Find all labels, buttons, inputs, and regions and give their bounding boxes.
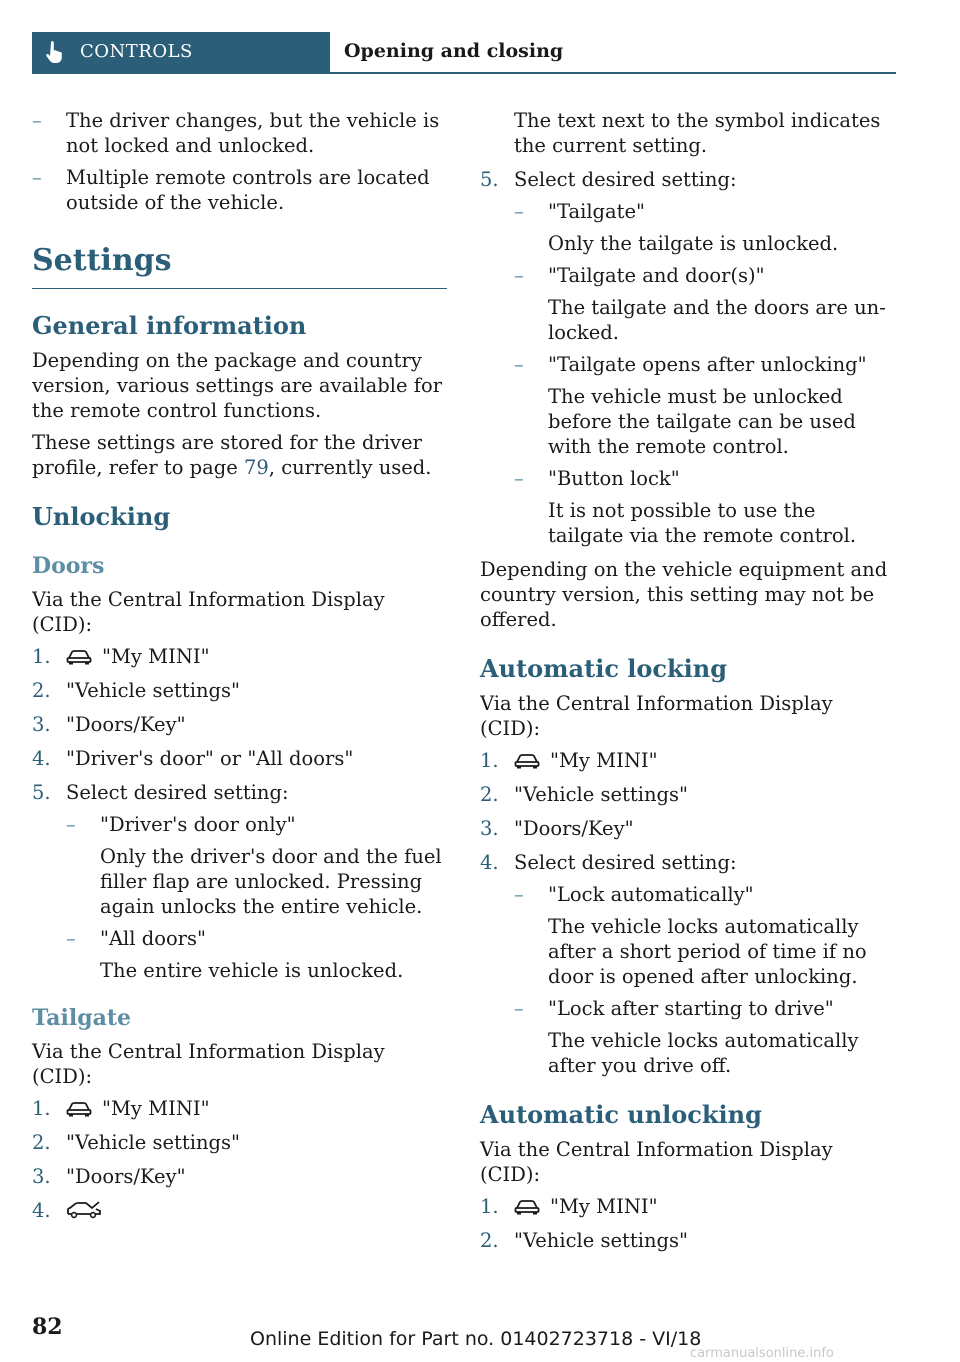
list-item: – Multiple remote controls are located outside of the vehicle. bbox=[32, 165, 447, 215]
hand-pointer-icon bbox=[44, 41, 64, 63]
automatic-unlocking-heading: Automatic unlocking bbox=[480, 1100, 762, 1129]
tailgate-options bbox=[514, 199, 895, 548]
list-item: – "Tailgate" Only the tailgate is unlocked. bbox=[514, 199, 895, 256]
list-item: 1. "My MINI" bbox=[32, 645, 210, 668]
driver-profile-paragraph: These settings are stored for the driver profile, refer to page 79, currently used. bbox=[32, 431, 432, 479]
car-icon bbox=[514, 1199, 540, 1215]
automatic-locking-heading: Automatic locking bbox=[480, 654, 727, 683]
list-item: – "Tailgate and door(s)" The tailgate and the doors are unlocked. bbox=[514, 263, 895, 345]
automatic-locking-intro: Via the Central Information Display (CID): bbox=[480, 692, 833, 740]
automatic-locking-options bbox=[514, 882, 895, 1078]
edition-footer: Online Edition for Part no. 01402723718 - VI/18 bbox=[250, 1328, 702, 1350]
section-label: CONTROLS bbox=[80, 41, 193, 62]
watermark: carmanualsonline.info bbox=[690, 1346, 834, 1361]
list-item: 4. "Driver's door" or "All doors" bbox=[32, 747, 354, 770]
automatic-unlocking-steps bbox=[480, 1194, 895, 1253]
left-column bbox=[32, 108, 447, 1232]
list-item: – "Driver's door only" Only the driver's door and the fuel filler flap are unlocked. Pressing again unlocks the entire vehicle. bbox=[66, 812, 447, 919]
automatic-locking-steps bbox=[480, 748, 895, 1078]
unlocking-heading: Unlocking bbox=[32, 502, 171, 531]
general-information-heading: General information bbox=[32, 311, 307, 340]
list-item: – "Tailgate opens after unlocking" The vehicle must be unlocked before the tailgate can be used with the remote control. bbox=[514, 352, 895, 459]
list-item: – The driver changes, but the vehicle is not locked and unlocked. bbox=[32, 108, 447, 158]
list-item: 1. "My MINI" bbox=[32, 1097, 210, 1120]
list-item: 1. "My MINI" bbox=[480, 1195, 658, 1218]
list-item: – "All doors" The entire vehicle is unlocked. bbox=[66, 926, 447, 983]
car-icon bbox=[66, 649, 92, 665]
list-item: 4. bbox=[32, 1198, 447, 1223]
tailgate-heading: Tailgate bbox=[32, 1005, 132, 1031]
chapter-title: Opening and closing bbox=[344, 40, 564, 62]
doors-steps bbox=[32, 644, 447, 983]
list-item: 3. "Doors/Key" bbox=[480, 817, 634, 840]
doors-heading: Doors bbox=[32, 553, 105, 579]
equipment-note: Depending on the vehicle equipment and country version, this setting may not be offered. bbox=[480, 558, 888, 631]
list-item: 2. "Vehicle settings" bbox=[480, 1229, 688, 1252]
list-item: 2. "Vehicle settings" bbox=[32, 679, 240, 702]
list-item: 2. "Vehicle settings" bbox=[480, 783, 688, 806]
doors-intro: Via the Central Information Display (CID): bbox=[32, 588, 385, 636]
list-item: 3. "Doors/Key" bbox=[32, 1165, 186, 1188]
settings-heading: Settings bbox=[32, 243, 447, 289]
list-item: The text next to the symbol indicates the current setting. bbox=[514, 109, 881, 157]
list-item: 5. Select desired setting: – "Driver's door only" Only the driver's door and the fuel filler flap are unlocked. Pressing again unlocks the entire vehicle. – "All doors" The entire vehicle is unlocked. bbox=[32, 780, 447, 983]
list-item: 3. "Doors/Key" bbox=[32, 713, 186, 736]
list-item: – "Button lock" It is not possible to use the tailgate via the remote control. bbox=[514, 466, 895, 548]
list-item: 5. Select desired setting: – "Tailgate" Only the tailgate is unlocked. – "Tailgate and door(s)" The tailgate and the doors are unlocked. – "Tailgate opens after unlocking" The vehicle must be unlocked before the tailgate can be used with the remote control. – "Button lock" It is not possible to use the tailgate via the remote control. bbox=[480, 167, 895, 548]
tailgate-steps-continued bbox=[480, 108, 895, 548]
list-item: 4. Select desired setting: – "Lock automatically" The vehicle locks automatically after a short period of time if no door is opened after unlocking. – "Lock after starting to drive" The vehicle locks automatically after you drive off. bbox=[480, 850, 895, 1078]
page-number: 82 bbox=[32, 1314, 63, 1340]
list-item: – "Lock automatically" The vehicle locks automatically after a short period of time if no door is opened after unlocking. bbox=[514, 882, 895, 989]
list-item: 1. "My MINI" bbox=[480, 749, 658, 772]
general-paragraph: Depending on the package and country version, various settings are available for the remote control functions. bbox=[32, 349, 443, 422]
list-item: 2. "Vehicle settings" bbox=[32, 1131, 240, 1154]
section-tab bbox=[32, 32, 330, 72]
car-icon bbox=[514, 753, 540, 769]
tailgate-steps bbox=[32, 1096, 447, 1223]
tailgate-intro: Via the Central Information Display (CID): bbox=[32, 1040, 385, 1088]
page-header bbox=[32, 32, 896, 74]
car-icon bbox=[66, 1101, 92, 1117]
car-tailgate-open-icon bbox=[66, 1201, 102, 1219]
automatic-unlocking-intro: Via the Central Information Display (CID): bbox=[480, 1138, 833, 1186]
page-reference-link[interactable]: 79 bbox=[243, 456, 269, 479]
intro-list bbox=[32, 108, 447, 215]
doors-options bbox=[66, 812, 447, 983]
right-column bbox=[480, 108, 895, 1262]
list-item: – "Lock after starting to drive" The vehicle locks automatically after you drive off. bbox=[514, 996, 895, 1078]
